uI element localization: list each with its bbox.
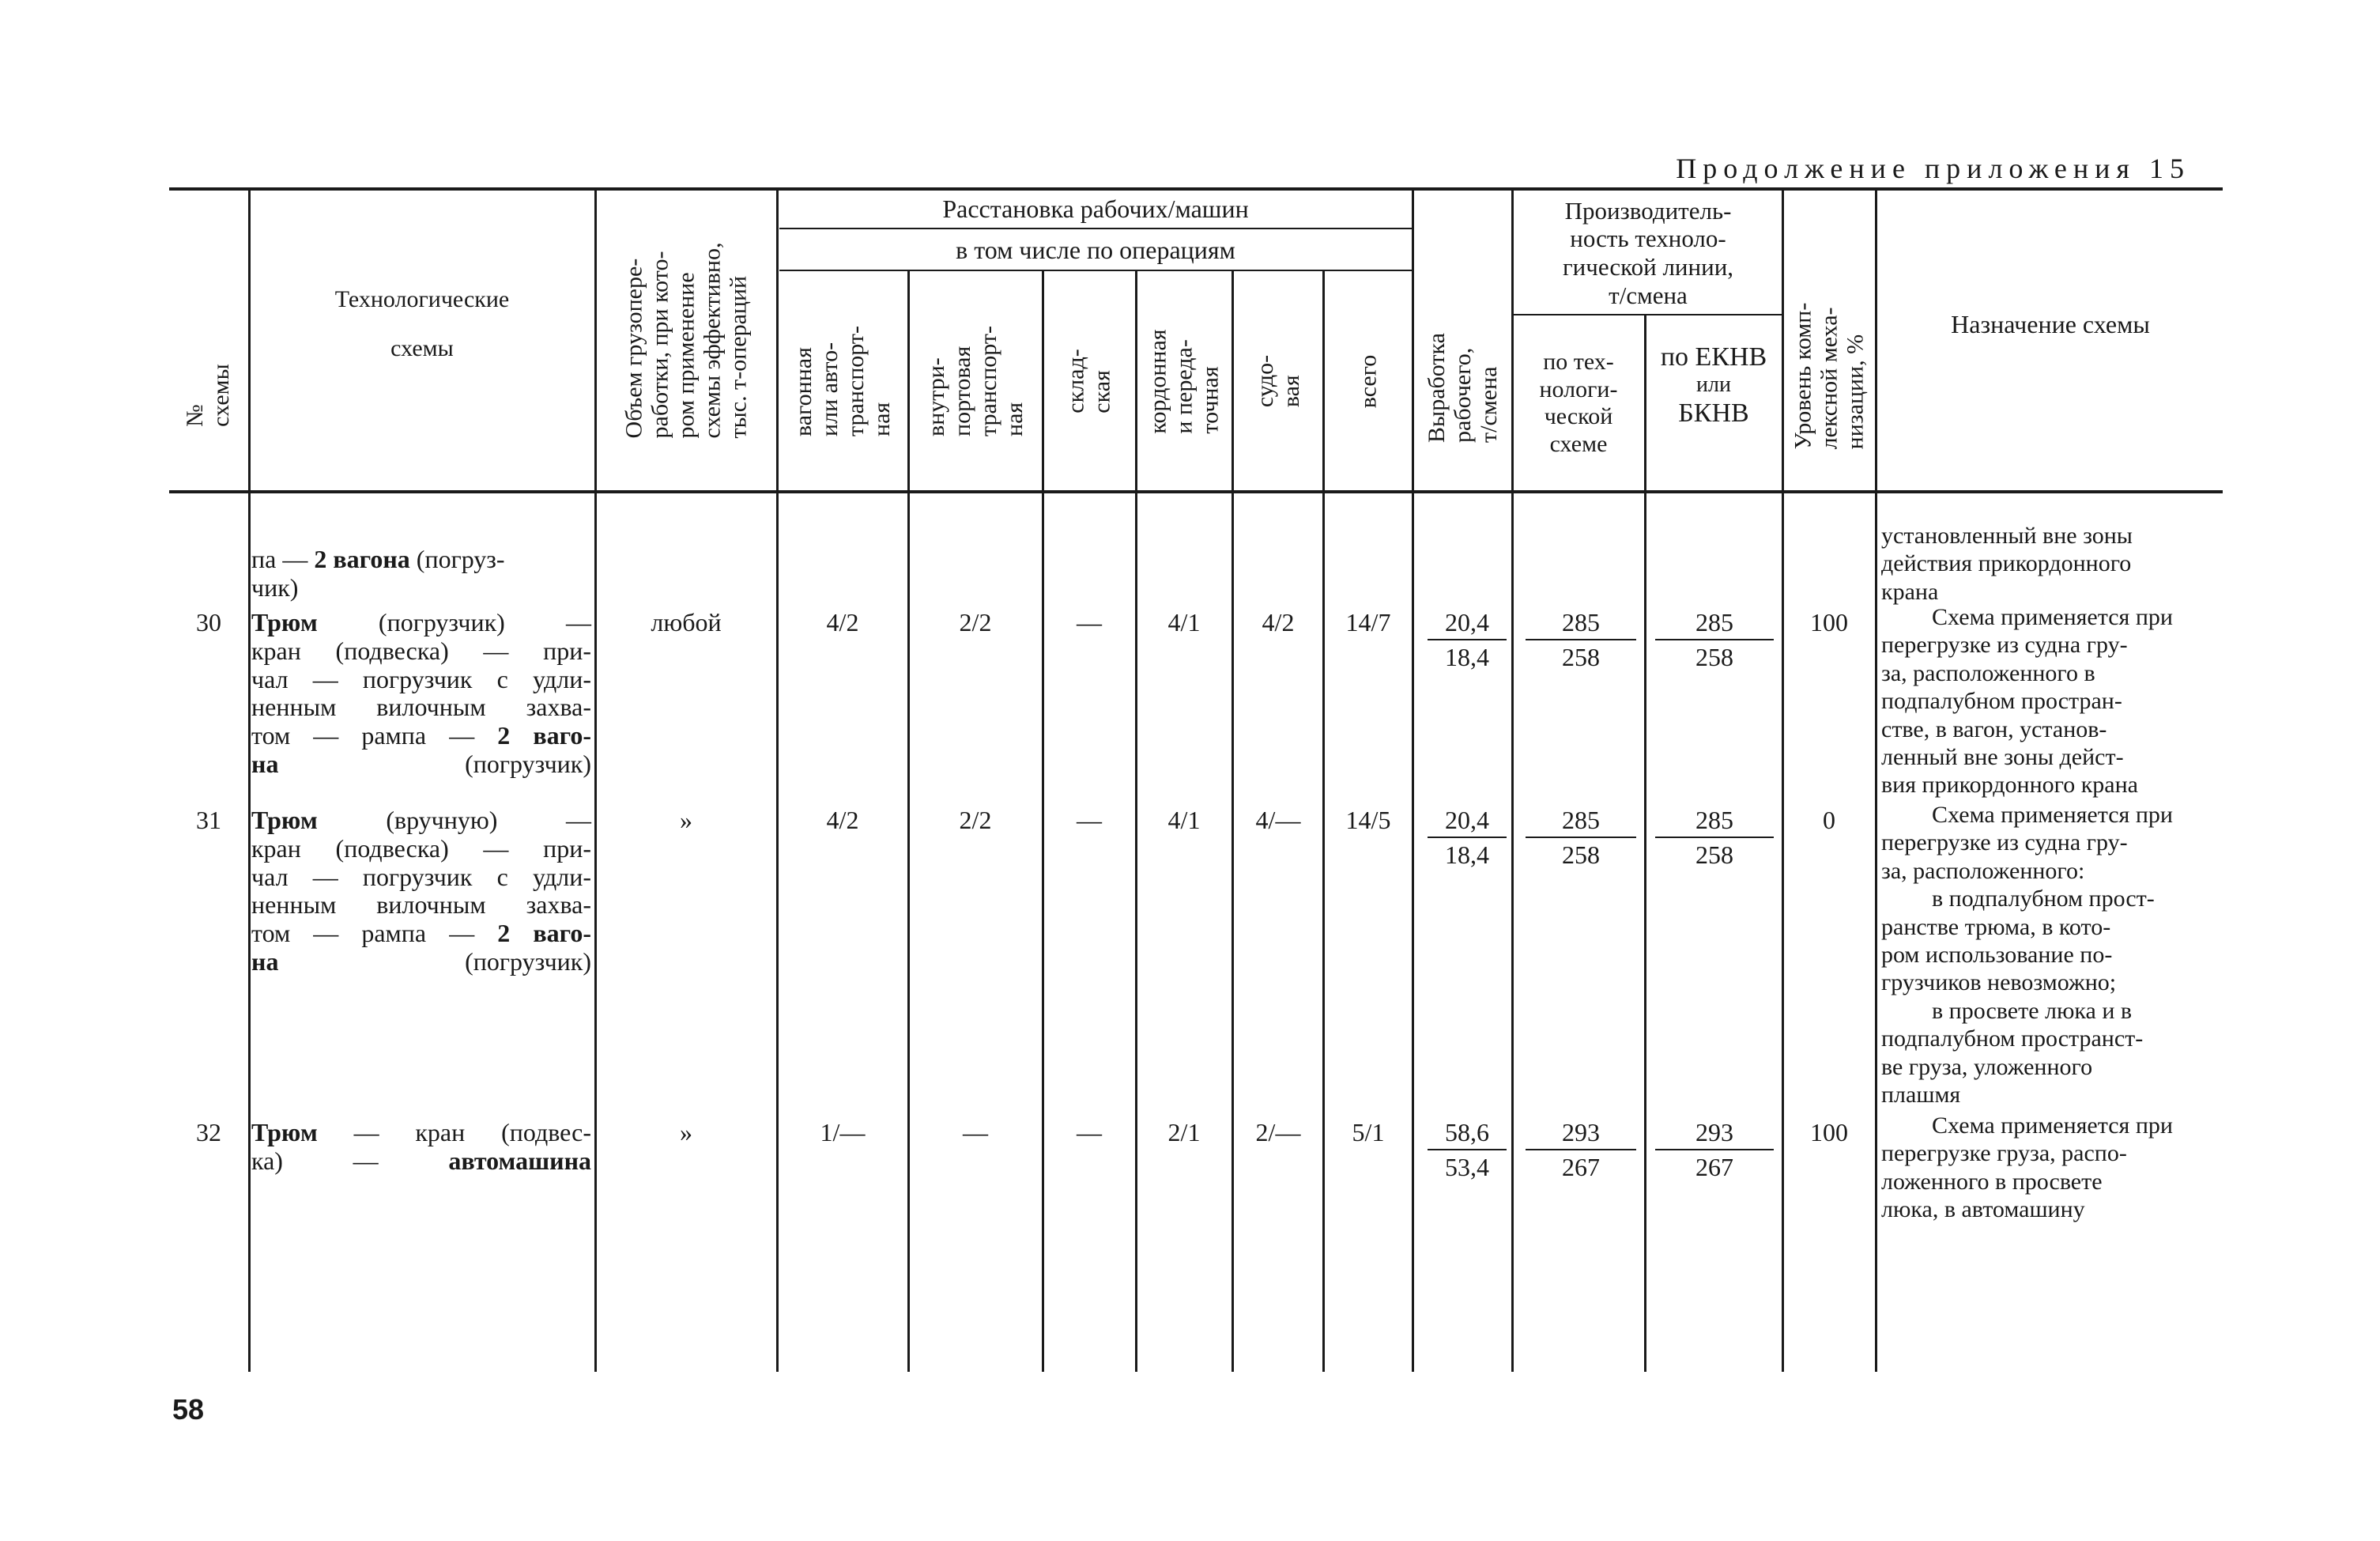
cell-warehouse: — bbox=[1077, 1118, 1102, 1146]
header-mech-line: лексной меха- bbox=[1816, 306, 1843, 449]
operations-subrule bbox=[779, 270, 1412, 271]
col-divider bbox=[1875, 190, 1877, 1372]
cell-total: 14/7 bbox=[1345, 608, 1391, 636]
header-num-line: схемы bbox=[207, 364, 234, 427]
header-output-line: т/смена bbox=[1475, 366, 1502, 443]
cell-num: 32 bbox=[196, 1118, 221, 1146]
header-productivity-line: Производитель- bbox=[1564, 196, 1732, 225]
header-total-line: всего bbox=[1355, 354, 1382, 408]
header-scheme-line: Технологические bbox=[334, 285, 510, 312]
purpose-line: вия прикордонного крана bbox=[1881, 772, 2138, 799]
header-mech-level bbox=[1785, 190, 1873, 490]
fraction-denominator: 258 bbox=[1562, 840, 1600, 869]
scheme-line bbox=[251, 806, 591, 835]
cell-purpose bbox=[1881, 801, 2216, 1109]
scheme-line bbox=[251, 891, 591, 920]
header-output-line: Выработка bbox=[1423, 332, 1450, 443]
col-divider bbox=[1412, 190, 1414, 1372]
header-inport-line: внутри- bbox=[922, 357, 949, 436]
purpose-line: ве груза, уложенного bbox=[1881, 1053, 2093, 1080]
header-warehouse-line: склад- bbox=[1063, 349, 1089, 414]
cell-total: 14/5 bbox=[1345, 806, 1391, 834]
cell-by_tech bbox=[1526, 1119, 1636, 1182]
header-productivity bbox=[1514, 195, 1782, 312]
cell-purpose bbox=[1881, 603, 2216, 799]
text-run: — кран (подвес- bbox=[317, 1118, 591, 1146]
text-run: па — bbox=[251, 545, 315, 573]
cell-warehouse: — bbox=[1077, 806, 1102, 834]
header-mech-line: низации, % bbox=[1842, 334, 1869, 449]
text-run: кран (подвеска) — при- bbox=[251, 833, 591, 863]
text-run: ка) — bbox=[251, 1146, 449, 1175]
header-output-line: рабочего, bbox=[1449, 347, 1476, 443]
col-divider bbox=[1782, 190, 1784, 1372]
continuation-scheme bbox=[251, 546, 591, 602]
text-run-bold: Трюм bbox=[251, 806, 318, 834]
col-divider bbox=[1042, 270, 1044, 1372]
text-run: ненным вилочным захва- bbox=[251, 693, 591, 722]
cell-scheme bbox=[251, 1119, 591, 1176]
cell-by_tech bbox=[1526, 806, 1636, 870]
continuation-purpose bbox=[1881, 522, 2216, 606]
text-run: кран (подвеска) — при- bbox=[251, 636, 591, 665]
header-volume bbox=[598, 190, 775, 490]
text-run: (погрузчик) — bbox=[317, 608, 591, 636]
cell-inport: 2/2 bbox=[959, 608, 992, 636]
fraction-denominator: 18,4 bbox=[1445, 642, 1489, 671]
text-run: (вручную) — bbox=[317, 806, 591, 834]
col-divider bbox=[907, 270, 910, 1372]
scheme-line bbox=[251, 1119, 591, 1147]
purpose-line: люка, в автомашину bbox=[1881, 1196, 2085, 1223]
text-run-bold: 2 ваго- bbox=[497, 721, 592, 750]
cell-wagon: 4/2 bbox=[826, 608, 859, 636]
header-by-tech-line: по тех- bbox=[1543, 349, 1614, 375]
cell-warehouse: — bbox=[1077, 608, 1102, 636]
purpose-line: ранстве трюма, в кото- bbox=[1881, 913, 2111, 940]
scheme-line bbox=[251, 609, 591, 637]
col-divider bbox=[1322, 270, 1325, 1372]
header-wagon-line: или авто- bbox=[816, 342, 843, 436]
text-run-bold: на bbox=[251, 947, 279, 976]
fraction-numerator: 285 bbox=[1526, 609, 1636, 640]
header-inport-line: ная bbox=[1001, 402, 1028, 436]
text-run-bold: 2 вагона bbox=[314, 545, 410, 573]
header-wagon bbox=[779, 272, 906, 490]
fraction-denominator: 53,4 bbox=[1445, 1152, 1489, 1181]
page-header: Продолжение приложения 15 bbox=[1676, 153, 2190, 184]
cell-by_eknv bbox=[1655, 609, 1774, 672]
header-scheme-line: схемы bbox=[390, 335, 454, 361]
fraction-numerator: 20,4 bbox=[1428, 609, 1507, 640]
cell-by_tech bbox=[1526, 609, 1636, 672]
header-cordon bbox=[1138, 272, 1230, 490]
fraction-denominator: 258 bbox=[1695, 840, 1733, 869]
cell-inport: 2/2 bbox=[959, 806, 992, 834]
purpose-line: Схема применяется при bbox=[1932, 1112, 2173, 1139]
fraction-denominator: 258 bbox=[1562, 642, 1600, 671]
header-inport-line: портовая bbox=[949, 346, 975, 436]
cell-mech: 0 bbox=[1823, 806, 1835, 834]
scheme-line bbox=[251, 863, 591, 892]
header-cordon-line: точная bbox=[1197, 365, 1224, 434]
header-cordon-line: кордонная bbox=[1145, 328, 1171, 434]
header-mech-line: Уровень комп- bbox=[1790, 302, 1816, 449]
purpose-line: действия прикордонного bbox=[1881, 550, 2132, 577]
col-divider bbox=[1231, 270, 1234, 1372]
col-divider bbox=[248, 190, 251, 1372]
text-run: (погрузчик) bbox=[278, 947, 591, 976]
purpose-line: подпалубном пространст- bbox=[1881, 1025, 2144, 1052]
header-ship-line: судо- bbox=[1251, 354, 1278, 408]
scheme-line bbox=[251, 1147, 591, 1176]
text-run: (погрузчик) bbox=[278, 750, 591, 779]
cell-output bbox=[1428, 1119, 1507, 1182]
purpose-line: подпалубном простран- bbox=[1881, 688, 2122, 715]
cell-num: 30 bbox=[196, 608, 221, 636]
purpose-line: установленный вне зоны bbox=[1881, 523, 2133, 549]
scheme-line bbox=[251, 693, 591, 722]
col-divider bbox=[1135, 270, 1137, 1372]
header-by-tech-line: схеме bbox=[1549, 430, 1608, 457]
scheme-line bbox=[251, 666, 591, 694]
cell-scheme bbox=[251, 806, 591, 976]
table-header-bottom-rule bbox=[169, 490, 2223, 493]
fraction-numerator: 293 bbox=[1526, 1119, 1636, 1150]
fraction-denominator: 267 bbox=[1562, 1152, 1600, 1181]
cell-volume: » bbox=[680, 806, 692, 834]
purpose-line: стве, в вагон, установ- bbox=[1881, 716, 2107, 742]
header-total bbox=[1326, 272, 1411, 490]
purpose-line: крана bbox=[1881, 578, 1939, 605]
header-warehouse bbox=[1045, 272, 1133, 490]
purpose-line: перегрузке из судна гру- bbox=[1881, 829, 2128, 856]
fraction-denominator: 267 bbox=[1695, 1152, 1733, 1181]
header-including-ops: в том числе по операциям bbox=[956, 235, 1235, 264]
header-productivity-line: т/смена bbox=[1609, 281, 1688, 309]
text-run-bold: 2 ваго- bbox=[497, 919, 592, 948]
fraction-numerator: 58,6 bbox=[1428, 1119, 1507, 1150]
header-productivity-line: гической линии, bbox=[1562, 253, 1734, 281]
scheme-line bbox=[251, 835, 591, 863]
cell-total: 5/1 bbox=[1352, 1118, 1385, 1146]
cell-ship: 2/— bbox=[1255, 1118, 1301, 1146]
header-ship-line: вая bbox=[1277, 375, 1304, 408]
cell-cordon: 2/1 bbox=[1167, 1118, 1201, 1146]
header-wagon-line: транспорт- bbox=[842, 326, 869, 436]
header-inport-line: транспорт- bbox=[975, 326, 1001, 436]
text-run: чал — погрузчик с удли- bbox=[251, 862, 591, 891]
text-run: чал — погрузчик с удли- bbox=[251, 664, 591, 693]
cell-output bbox=[1428, 806, 1507, 870]
col-divider bbox=[594, 190, 597, 1372]
placement-subrule bbox=[779, 228, 1412, 229]
purpose-line: ложенного в просвете bbox=[1881, 1168, 2103, 1195]
cell-ship: 4/— bbox=[1255, 806, 1301, 834]
header-by-tech bbox=[1514, 318, 1643, 489]
cell-output bbox=[1428, 609, 1507, 672]
fraction-denominator: 18,4 bbox=[1445, 840, 1489, 869]
header-by-eknv bbox=[1647, 318, 1780, 452]
cell-mech: 100 bbox=[1810, 608, 1848, 636]
scheme-line bbox=[251, 948, 591, 976]
cell-inport: — bbox=[963, 1118, 988, 1146]
header-placement: Расстановка рабочих/машин bbox=[942, 194, 1249, 223]
purpose-line: Схема применяется при bbox=[1932, 802, 2173, 828]
cell-mech: 100 bbox=[1810, 1118, 1848, 1146]
continuation-scheme-line: чик) bbox=[251, 572, 299, 602]
fraction-denominator: 258 bbox=[1695, 642, 1733, 671]
fraction-numerator: 285 bbox=[1655, 806, 1774, 838]
header-output bbox=[1415, 190, 1510, 490]
cell-cordon: 4/1 bbox=[1167, 806, 1201, 834]
purpose-line: грузчиков невозможно; bbox=[1881, 969, 2117, 996]
text-run-bold: Трюм bbox=[251, 608, 318, 636]
col-divider bbox=[1644, 315, 1646, 1372]
cell-purpose bbox=[1881, 1112, 2216, 1224]
cell-by_eknv bbox=[1655, 806, 1774, 870]
fraction-numerator: 285 bbox=[1655, 609, 1774, 640]
productivity-subrule bbox=[1513, 314, 1783, 315]
header-wagon-line: вагонная bbox=[790, 347, 817, 436]
purpose-line: перегрузке из судна гру- bbox=[1881, 632, 2128, 659]
header-scheme bbox=[251, 269, 593, 380]
purpose-line: Схема применяется при bbox=[1932, 604, 2173, 630]
purpose-line: ленный вне зоны дейст- bbox=[1881, 743, 2124, 770]
text-run-bold: автомашина bbox=[448, 1146, 591, 1175]
header-by-tech-line: нологи- bbox=[1539, 376, 1618, 402]
cell-cordon: 4/1 bbox=[1167, 608, 1201, 636]
header-volume-line: работки, при кото- bbox=[647, 251, 673, 438]
text-run-bold: на bbox=[251, 750, 279, 779]
fraction-numerator: 20,4 bbox=[1428, 806, 1507, 838]
purpose-line: за, расположенного: bbox=[1881, 857, 2085, 884]
text-run: (погруз- bbox=[409, 545, 505, 573]
purpose-line: в просвете люка и в bbox=[1932, 997, 2133, 1024]
header-volume-line: тыс. т-операций bbox=[725, 275, 752, 438]
col-divider bbox=[1511, 190, 1514, 1372]
cell-by_eknv bbox=[1655, 1119, 1774, 1182]
text-run: том — рампа — bbox=[251, 721, 498, 750]
header-cordon-line: и переда- bbox=[1171, 338, 1198, 434]
header-by-eknv-line: или bbox=[1696, 372, 1731, 397]
cell-num: 31 bbox=[196, 806, 221, 834]
header-inport bbox=[911, 272, 1040, 490]
text-run: ненным вилочным захва- bbox=[251, 890, 591, 920]
header-volume-line: Объем грузопере- bbox=[620, 258, 647, 438]
cell-volume: » bbox=[680, 1118, 692, 1146]
text-run: том — рампа — bbox=[251, 919, 498, 948]
header-volume-line: ром применение bbox=[673, 271, 700, 438]
scheme-line bbox=[251, 750, 591, 779]
cell-ship: 4/2 bbox=[1262, 608, 1295, 636]
cell-wagon: 4/2 bbox=[826, 806, 859, 834]
col-divider bbox=[776, 190, 779, 1372]
header-num-line: № bbox=[181, 404, 208, 427]
cell-scheme bbox=[251, 609, 591, 779]
header-by-eknv-line: БКНВ bbox=[1678, 398, 1749, 429]
header-warehouse-line: ская bbox=[1089, 370, 1115, 414]
fraction-numerator: 293 bbox=[1655, 1119, 1774, 1150]
cell-volume: любой bbox=[651, 608, 722, 636]
purpose-line: перегрузке груза, распо- bbox=[1881, 1140, 2127, 1167]
purpose-line: плашмя bbox=[1881, 1081, 1961, 1108]
header-num bbox=[169, 300, 247, 490]
header-ship bbox=[1235, 272, 1322, 490]
table-top-rule bbox=[169, 187, 2223, 191]
scheme-line bbox=[251, 920, 591, 948]
header-productivity-line: ность техноло- bbox=[1570, 225, 1726, 253]
header-purpose: Назначение схемы bbox=[1951, 309, 2150, 338]
purpose-line: за, расположенного в bbox=[1881, 659, 2095, 686]
purpose-line: в подпалубном прост- bbox=[1932, 886, 2155, 912]
header-by-tech-line: ческой bbox=[1544, 403, 1613, 429]
text-run-bold: Трюм bbox=[251, 1118, 318, 1146]
fraction-numerator: 285 bbox=[1526, 806, 1636, 838]
header-by-eknv-line: по ЕКНВ bbox=[1660, 342, 1767, 372]
scheme-line bbox=[251, 637, 591, 666]
scheme-line bbox=[251, 722, 591, 750]
header-volume-line: схемы эффективно, bbox=[699, 242, 726, 438]
header-wagon-line: ная bbox=[868, 402, 895, 436]
continuation-scheme-line bbox=[251, 546, 591, 574]
cell-wagon: 1/— bbox=[820, 1118, 866, 1146]
purpose-line: ром использование по- bbox=[1881, 941, 2113, 968]
page-number: 58 bbox=[172, 1393, 205, 1426]
